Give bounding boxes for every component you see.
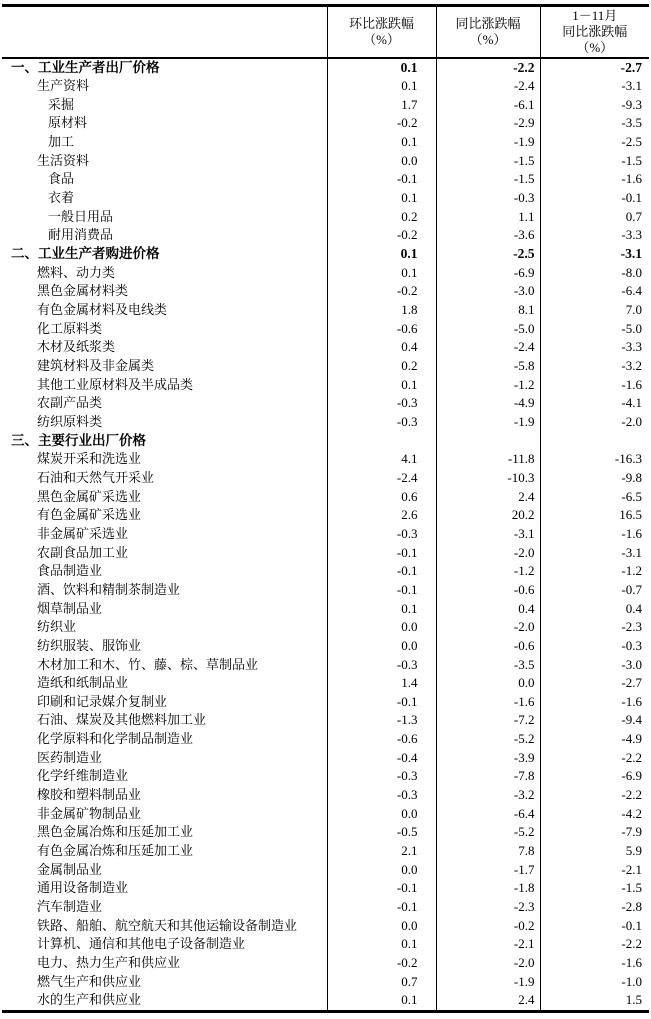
- row-label: 建筑材料及非金属类: [37, 358, 155, 373]
- value-cell: -0.1: [327, 170, 436, 189]
- value-cell: 0.0: [436, 674, 540, 693]
- value-cell: 0.1: [327, 600, 436, 619]
- row-label: 医药制造业: [37, 749, 103, 765]
- value-cell: -3.1: [540, 544, 649, 563]
- value-cell: -4.1: [540, 394, 649, 413]
- value-cell: -3.2: [540, 357, 649, 376]
- row-label: 纺织服装、服饰业: [37, 637, 142, 653]
- row-label: 造纸和纸制品业: [37, 675, 129, 691]
- value-cell: 8.1: [436, 301, 540, 320]
- value-cell: -7.9: [540, 823, 649, 842]
- value-cell: -1.5: [436, 152, 540, 171]
- table-row: [2, 189, 649, 208]
- value-cell: -5.8: [436, 357, 540, 376]
- table-row: [2, 805, 649, 824]
- row-label: 化学原料和化学制品制造业: [37, 731, 194, 747]
- value-cell: 0.4: [540, 600, 649, 619]
- value-cell: -2.8: [540, 898, 649, 917]
- table-row: [2, 394, 649, 413]
- value-cell: -0.3: [436, 189, 540, 208]
- row-label: 酒、饮料和精制茶制造业: [37, 581, 181, 597]
- value-cell: -2.2: [540, 935, 649, 954]
- value-cell: -0.1: [327, 898, 436, 917]
- table-row: [2, 450, 649, 469]
- value-cell: -2.4: [436, 338, 540, 357]
- row-label: 衣着: [48, 190, 75, 206]
- row-label: 三、主要行业出厂价格: [11, 432, 146, 448]
- row-label: 黑色金属材料类: [37, 283, 129, 299]
- header-line: （%）: [576, 39, 614, 55]
- value-cell: -4.2: [540, 805, 649, 824]
- value-cell: -2.2: [540, 749, 649, 768]
- header-line: 同比涨跌幅: [455, 15, 521, 31]
- value-cell: -10.3: [436, 469, 540, 488]
- table-row: [2, 544, 649, 563]
- table-row: [2, 488, 649, 507]
- row-label: 生活资料: [37, 152, 90, 168]
- table-row: [2, 973, 649, 992]
- value-cell: -3.5: [436, 656, 540, 675]
- value-cell: -0.1: [327, 879, 436, 898]
- value-cell: 0.1: [327, 935, 436, 954]
- table-row: [2, 823, 649, 842]
- value-cell: -0.2: [327, 114, 436, 133]
- table-row: [2, 469, 649, 488]
- row-label: 食品制造业: [37, 563, 103, 579]
- value-cell: -1.9: [436, 133, 540, 152]
- value-cell: 0.0: [327, 805, 436, 824]
- row-label: 石油和天然气开采业: [37, 469, 155, 485]
- value-cell: -3.3: [540, 338, 649, 357]
- table-row: [2, 432, 649, 451]
- value-cell: -1.2: [436, 562, 540, 581]
- value-cell: [436, 432, 540, 451]
- value-cell: 0.0: [327, 152, 436, 171]
- row-label: 食品: [48, 171, 75, 187]
- value-cell: -1.2: [436, 376, 540, 395]
- value-cell: -5.0: [540, 320, 649, 339]
- table-row: [2, 562, 649, 581]
- value-cell: 0.2: [327, 208, 436, 227]
- table-row: [2, 861, 649, 880]
- table-row: [2, 264, 649, 283]
- table-row: [2, 711, 649, 730]
- value-cell: -3.9: [436, 749, 540, 768]
- row-label: 水的生产和供应业: [37, 992, 142, 1008]
- row-label: 汽车制造业: [37, 899, 103, 915]
- table-row: [2, 152, 649, 171]
- value-cell: -3.0: [540, 656, 649, 675]
- row-label: 铁路、船舶、航空航天和其他运输设备制造业: [37, 917, 298, 933]
- value-cell: -8.0: [540, 264, 649, 283]
- value-cell: 7.8: [436, 842, 540, 861]
- value-cell: -2.9: [436, 114, 540, 133]
- value-cell: -9.3: [540, 96, 649, 115]
- value-cell: 7.0: [540, 301, 649, 320]
- value-cell: -2.3: [436, 898, 540, 917]
- value-cell: -0.6: [327, 730, 436, 749]
- value-cell: -1.6: [540, 954, 649, 973]
- value-cell: 0.1: [327, 189, 436, 208]
- value-cell: 1.8: [327, 301, 436, 320]
- row-label-column-header: [2, 6, 327, 58]
- table-row: [2, 693, 649, 712]
- value-cell: -4.9: [540, 730, 649, 749]
- row-label: 黑色金属矿采选业: [37, 488, 142, 504]
- value-cell: -0.2: [327, 954, 436, 973]
- value-cell: -6.4: [436, 805, 540, 824]
- table-row: [2, 991, 649, 1011]
- value-cell: -1.6: [540, 525, 649, 544]
- table-row: [2, 96, 649, 115]
- header-row: [2, 6, 649, 58]
- row-label: 燃气生产和供应业: [37, 973, 142, 989]
- value-cell: 0.1: [327, 264, 436, 283]
- value-cell: 20.2: [436, 506, 540, 525]
- table-row: [2, 245, 649, 264]
- value-cell: 0.6: [327, 488, 436, 507]
- value-cell: -0.6: [327, 320, 436, 339]
- value-cell: -0.1: [540, 189, 649, 208]
- row-label: 一般日用品: [48, 208, 114, 224]
- row-label: 黑色金属冶炼和压延加工业: [37, 824, 194, 840]
- value-cell: -0.4: [327, 749, 436, 768]
- value-cell: -0.3: [327, 394, 436, 413]
- row-label: 农副产品类: [37, 395, 103, 411]
- table-row: [2, 917, 649, 936]
- value-cell: -1.5: [436, 170, 540, 189]
- value-cell: 2.6: [327, 506, 436, 525]
- value-cell: 0.1: [327, 991, 436, 1011]
- value-cell: 0.0: [327, 861, 436, 880]
- row-label: 一、工业生产者出厂价格: [11, 59, 160, 75]
- value-cell: 2.1: [327, 842, 436, 861]
- value-cell: -6.1: [436, 96, 540, 115]
- value-cell: -1.9: [436, 973, 540, 992]
- value-cell: -2.7: [540, 674, 649, 693]
- value-cell: 0.0: [327, 618, 436, 637]
- table-row: [2, 338, 649, 357]
- value-cell: -6.4: [540, 282, 649, 301]
- value-cell: -3.3: [540, 226, 649, 245]
- price-index-table: [2, 4, 649, 1013]
- row-label: 原材料: [48, 115, 88, 131]
- value-cell: -2.4: [327, 469, 436, 488]
- value-cell: -0.1: [327, 562, 436, 581]
- value-cell: -1.9: [436, 413, 540, 432]
- table-row: [2, 208, 649, 227]
- table-row: [2, 730, 649, 749]
- value-cell: -0.7: [540, 581, 649, 600]
- value-cell: -0.3: [327, 413, 436, 432]
- row-label: 有色金属材料及电线类: [37, 302, 168, 318]
- row-label: 有色金属冶炼和压延加工业: [37, 843, 194, 859]
- table-row: [2, 935, 649, 954]
- row-label: 加工: [48, 134, 75, 150]
- value-cell: -0.3: [327, 786, 436, 805]
- value-cell: 4.1: [327, 450, 436, 469]
- value-cell: [327, 432, 436, 451]
- table-row: [2, 58, 649, 78]
- header-line: 同比涨跌幅: [562, 23, 628, 39]
- value-cell: -0.1: [327, 581, 436, 600]
- value-cell: 0.1: [327, 58, 436, 78]
- table-row: [2, 898, 649, 917]
- table-row: [2, 879, 649, 898]
- value-cell: -1.6: [540, 376, 649, 395]
- value-cell: -3.1: [540, 245, 649, 264]
- value-cell: 0.7: [540, 208, 649, 227]
- table-row: [2, 170, 649, 189]
- row-label: 煤炭开采和洗选业: [37, 451, 142, 467]
- value-cell: -3.6: [436, 226, 540, 245]
- value-cell: -2.5: [436, 245, 540, 264]
- value-cell: -3.5: [540, 114, 649, 133]
- table-row: [2, 114, 649, 133]
- value-cell: -1.0: [540, 973, 649, 992]
- value-cell: -2.5: [540, 133, 649, 152]
- value-cell: -0.3: [327, 656, 436, 675]
- value-cell: -2.0: [436, 618, 540, 637]
- row-label: 生产资料: [37, 78, 90, 94]
- value-cell: -1.6: [540, 693, 649, 712]
- header-line: 环比涨跌幅: [348, 15, 414, 31]
- value-cell: -2.4: [436, 77, 540, 96]
- table-row: [2, 674, 649, 693]
- table-row: [2, 226, 649, 245]
- table-row: [2, 77, 649, 96]
- value-cell: -2.1: [436, 935, 540, 954]
- value-cell: -11.8: [436, 450, 540, 469]
- value-cell: 0.1: [327, 133, 436, 152]
- value-cell: -0.3: [540, 637, 649, 656]
- table-row: [2, 618, 649, 637]
- table-row: [2, 600, 649, 619]
- value-cell: -3.2: [436, 786, 540, 805]
- row-label: 化工原料类: [37, 320, 103, 336]
- value-cell: -2.0: [436, 954, 540, 973]
- row-label: 纺织业: [37, 619, 77, 635]
- table-row: [2, 525, 649, 544]
- value-cell: -1.7: [436, 861, 540, 880]
- row-label: 非金属矿采选业: [37, 525, 129, 541]
- row-label: 其他工业原材料及半成品类: [37, 376, 194, 392]
- table-row: [2, 954, 649, 973]
- row-label: 耐用消费品: [48, 227, 114, 243]
- value-cell: -6.9: [436, 264, 540, 283]
- value-cell: -1.8: [436, 879, 540, 898]
- value-cell: -0.2: [436, 917, 540, 936]
- table-header: [2, 6, 649, 58]
- row-label: 二、工业生产者购进价格: [11, 246, 160, 262]
- value-cell: -2.3: [540, 618, 649, 637]
- row-label: 通用设备制造业: [37, 880, 129, 896]
- value-cell: 5.9: [540, 842, 649, 861]
- value-cell: -0.2: [327, 226, 436, 245]
- row-label: 化学纤维制造业: [37, 768, 129, 784]
- column-header-mom-change: [327, 6, 436, 58]
- value-cell: -0.1: [540, 917, 649, 936]
- value-cell: -9.4: [540, 711, 649, 730]
- value-cell: -1.6: [436, 693, 540, 712]
- row-label: 纺织原料类: [37, 413, 103, 429]
- row-label: 印刷和记录媒介复制业: [37, 693, 168, 709]
- column-header-ytd-yoy-change: [540, 6, 649, 58]
- value-cell: -0.6: [436, 581, 540, 600]
- table-row: [2, 133, 649, 152]
- value-cell: -2.0: [436, 544, 540, 563]
- table-row: [2, 320, 649, 339]
- row-label: 计算机、通信和其他电子设备制造业: [37, 936, 246, 952]
- value-cell: -1.2: [540, 562, 649, 581]
- value-cell: -0.3: [327, 525, 436, 544]
- value-cell: 0.0: [327, 917, 436, 936]
- value-cell: -0.6: [436, 637, 540, 656]
- value-cell: -3.1: [436, 525, 540, 544]
- table-row: [2, 376, 649, 395]
- header-line: （%）: [363, 31, 400, 47]
- value-cell: -0.3: [327, 767, 436, 786]
- table-row: [2, 786, 649, 805]
- value-cell: 0.7: [327, 973, 436, 992]
- value-cell: -7.2: [436, 711, 540, 730]
- value-cell: -0.2: [327, 282, 436, 301]
- row-label: 烟草制品业: [37, 600, 103, 616]
- header-line: 1－11月: [572, 7, 618, 23]
- value-cell: -0.1: [327, 544, 436, 563]
- value-cell: -1.3: [327, 711, 436, 730]
- value-cell: 1.5: [540, 991, 649, 1011]
- value-cell: -7.8: [436, 767, 540, 786]
- value-cell: -1.5: [540, 152, 649, 171]
- value-cell: 1.4: [327, 674, 436, 693]
- row-label: 电力、热力生产和供应业: [37, 955, 181, 970]
- value-cell: [540, 432, 649, 451]
- table-row: [2, 506, 649, 525]
- value-cell: -2.2: [436, 58, 540, 78]
- value-cell: -5.0: [436, 320, 540, 339]
- value-cell: 0.4: [436, 600, 540, 619]
- value-cell: 0.2: [327, 357, 436, 376]
- header-line: （%）: [469, 31, 507, 47]
- row-label: 采掘: [48, 96, 75, 112]
- value-cell: 0.1: [327, 376, 436, 395]
- column-header-yoy-change: [436, 6, 540, 58]
- row-label: 木材加工和木、竹、藤、棕、草制品业: [37, 656, 259, 672]
- table-row: [2, 637, 649, 656]
- value-cell: 2.4: [436, 991, 540, 1011]
- value-cell: -6.5: [540, 488, 649, 507]
- table-row: [2, 413, 649, 432]
- value-cell: 0.1: [327, 77, 436, 96]
- row-label: 橡胶和塑料制品业: [37, 787, 142, 803]
- value-cell: -1.5: [540, 879, 649, 898]
- value-cell: 16.5: [540, 506, 649, 525]
- table-row: [2, 842, 649, 861]
- table-row: [2, 357, 649, 376]
- table-row: [2, 767, 649, 786]
- value-cell: 2.4: [436, 488, 540, 507]
- value-cell: -4.9: [436, 394, 540, 413]
- table-row: [2, 282, 649, 301]
- value-cell: 1.7: [327, 96, 436, 115]
- value-cell: 0.4: [327, 338, 436, 357]
- value-cell: -5.2: [436, 823, 540, 842]
- value-cell: -2.0: [540, 413, 649, 432]
- row-label: 金属制品业: [37, 861, 103, 877]
- row-label: 石油、煤炭及其他燃料加工业: [37, 712, 207, 728]
- value-cell: -2.7: [540, 58, 649, 78]
- row-label: 木材及纸浆类: [37, 339, 116, 355]
- value-cell: -0.1: [327, 693, 436, 712]
- table-row: [2, 656, 649, 675]
- row-label: 非金属矿物制品业: [37, 805, 142, 821]
- table-row: [2, 301, 649, 320]
- value-cell: -1.6: [540, 170, 649, 189]
- value-cell: -2.2: [540, 786, 649, 805]
- row-label: 农副食品加工业: [37, 544, 129, 560]
- value-cell: -5.2: [436, 730, 540, 749]
- value-cell: -9.8: [540, 469, 649, 488]
- row-label: 有色金属矿采选业: [37, 507, 142, 523]
- value-cell: 1.1: [436, 208, 540, 227]
- table-row: [2, 581, 649, 600]
- row-label: 燃料、动力类: [37, 264, 116, 280]
- table-body: [2, 58, 649, 1012]
- value-cell: 0.0: [327, 637, 436, 656]
- table-row: [2, 749, 649, 768]
- value-cell: -3.1: [540, 77, 649, 96]
- value-cell: 0.1: [327, 245, 436, 264]
- value-cell: -6.9: [540, 767, 649, 786]
- value-cell: -0.5: [327, 823, 436, 842]
- value-cell: -16.3: [540, 450, 649, 469]
- value-cell: -3.0: [436, 282, 540, 301]
- value-cell: -2.1: [540, 861, 649, 880]
